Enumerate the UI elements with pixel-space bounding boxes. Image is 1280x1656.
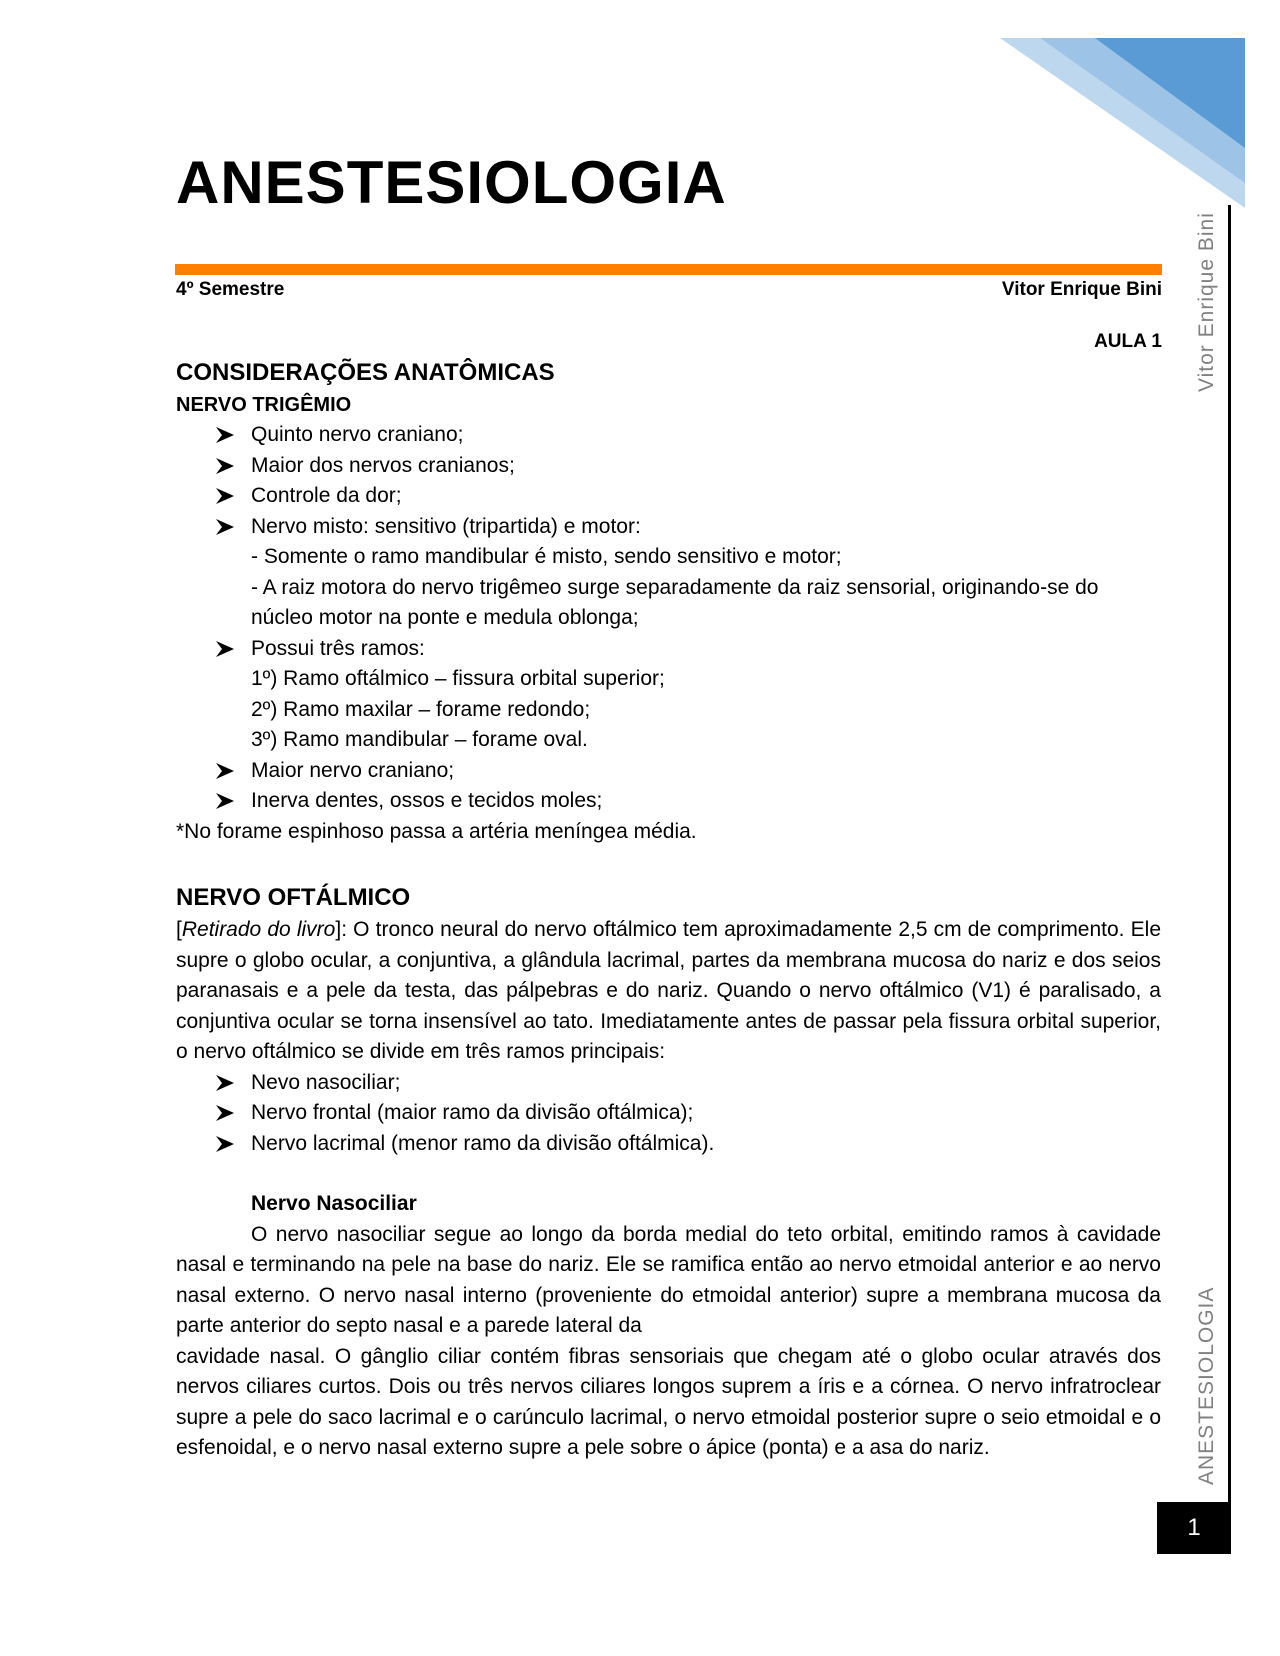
list-item <box>176 481 1161 512</box>
title-underline-bar <box>175 264 1162 275</box>
list-item <box>176 634 1161 756</box>
list-item-text: Nervo misto: sensitivo (tripartida) e motor: <box>251 514 641 538</box>
document-title: ANESTESIOLOGIA <box>176 149 727 216</box>
spacer <box>176 847 1161 881</box>
author-label: Vitor Enrique Bini <box>1001 279 1162 300</box>
corner-decoration <box>1000 38 1245 208</box>
section-heading-ophthalmic: NERVO OFTÁLMICO <box>176 884 411 911</box>
nasociliary-paragraph-1: O nervo nasociliar segue ao longo da borda medial do teto orbital, emitindo ramos à cavidade nasal e terminando na pele na base do nariz. Ele se ramifica então ao nervo etmoidal anterior e ao nervo nasal externo. O nervo nasal interno (proveniente do etmoidal anterior) supre a membrana mucosa da parte anterior do septo nasal e a parede lateral da <box>176 1222 1161 1337</box>
ophthalmic-branches-list <box>176 1068 1161 1160</box>
arrow-bullet-icon <box>216 634 236 664</box>
list-item-text: Nervo frontal (maior ramo da divisão oftálmica); <box>251 1101 694 1124</box>
list-item-text: Quinto nervo craniano; <box>251 423 464 446</box>
list-item <box>176 1068 1161 1099</box>
list-item-text: Possui três ramos: <box>251 636 425 660</box>
branch-line: 2º) Ramo maxilar – forame redondo; <box>251 697 591 721</box>
side-rule <box>1228 205 1231 1535</box>
arrow-bullet-icon <box>216 1068 236 1098</box>
list-item-text: Maior dos nervos cranianos; <box>251 453 515 477</box>
source-bracket-open: [ <box>176 918 182 941</box>
arrow-bullet-icon <box>216 420 236 450</box>
arrow-bullet-icon <box>216 481 236 511</box>
list-item <box>176 1098 1161 1129</box>
section-heading-anatomical: CONSIDERAÇÕES ANATÔMICAS <box>176 359 555 386</box>
subheading-nasociliary: Nervo Nasociliar <box>251 1192 417 1215</box>
lesson-label: AULA 1 <box>1094 331 1162 352</box>
arrow-bullet-icon <box>216 756 236 786</box>
list-item-text: Maior nervo craniano; <box>251 758 455 782</box>
arrow-bullet-icon <box>216 786 236 816</box>
branch-line: 3º) Ramo mandibular – forame oval. <box>251 728 588 751</box>
foramen-note: *No forame espinhoso passa a artéria meníngea média. <box>176 819 697 843</box>
ophthalmic-paragraph <box>176 915 1161 1068</box>
trigeminal-list <box>176 420 1161 817</box>
ophthalmic-intro-text: : O tronco neural do nervo oftálmico tem aproximadamente 2,5 cm de comprimento. Ele supre o globo ocular, a conjuntiva, a glândula lacrimal, partes da membrana mucosa do nariz e dos seios paranasais e a pele da testa, das pálpebras e do nariz. Quando o nervo oftálmico (V1) é paralisado, a conjuntiva ocular se torna insensível ao tato. Imediatamente antes de passar pela fissura orbital superior, o nervo oftálmico se divide em três ramos principais: <box>176 918 1161 1063</box>
list-item <box>176 756 1161 787</box>
list-item-text: Controle da dor; <box>251 484 402 507</box>
list-item <box>176 451 1161 482</box>
nasociliary-paragraph-2: cavidade nasal. O gânglio ciliar contém fibras sensoriais que chegam até o globo ocular através dos nervos ciliares curtos. Dois ou três nervos ciliares longos suprem a íris e a córnea. O nervo infratroclear supre a pele do saco lacrimal e o carúnculo lacrimal, o nervo etmoidal posterior supre o seio etmoidal e o esfenoidal, e o nervo nasal externo supre a pele sobre o ápice (ponta) e a asa do nariz. <box>176 1344 1161 1459</box>
list-item-text: Nevo nasociliar; <box>251 1070 401 1094</box>
list-item-text: Nervo lacrimal (menor ramo da divisão oftálmica). <box>251 1131 715 1155</box>
source-label: Retirado do livro <box>181 918 336 941</box>
arrow-bullet-icon <box>216 1098 236 1128</box>
arrow-bullet-icon <box>216 512 236 542</box>
side-subject-label: ANESTESIOLOGIA <box>1195 1286 1218 1485</box>
list-item <box>176 1129 1161 1160</box>
arrow-bullet-icon <box>216 451 236 481</box>
list-item <box>176 786 1161 817</box>
arrow-bullet-icon <box>216 1129 236 1159</box>
side-author-label: Vitor Enrique Bini <box>1195 212 1218 392</box>
spacer <box>176 1159 1161 1189</box>
document-body <box>176 356 1161 1464</box>
list-item <box>176 420 1161 451</box>
mixed-detail-line: - A raiz motora do nervo trigêmeo surge separadamente da raiz sensorial, originando-se do núcleo motor na ponte e medula oblonga; <box>251 575 1099 629</box>
mixed-detail-line: - Somente o ramo mandibular é misto, sendo sensitivo e motor; <box>251 545 842 568</box>
semester-label: 4º Semestre <box>176 279 285 300</box>
source-bracket-close: ] <box>335 918 342 941</box>
subheading-trigeminal: NERVO TRIGÊMIO <box>176 394 352 416</box>
page-number: 1 <box>1157 1502 1231 1554</box>
branch-line: 1º) Ramo oftálmico – fissura orbital superior; <box>251 667 665 690</box>
list-item-text: Inerva dentes, ossos e tecidos moles; <box>251 789 603 812</box>
list-item <box>176 512 1161 634</box>
